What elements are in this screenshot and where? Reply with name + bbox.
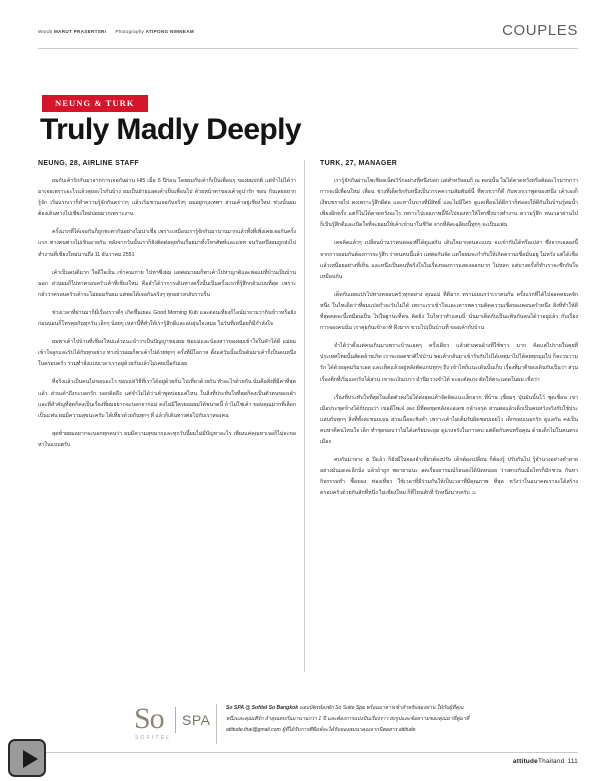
sponsor-copy (226, 704, 576, 737)
column-turk (320, 160, 578, 499)
paragraph: เด็ดกับเผยแปรไปทางคลอบครัวทุกอย่าง คุณแม่ ที่ดีมาก ทรามเผแกว่าเราคนกัน ครั้งแรกที่ได้ไปจอคคยเดจักหนึ่ง ในไทเด็ดว่าที่ผมแปลกำจะรับไม่ได้ เพราะเราเข้าใจและเคารพความคิดความเชื่อของคอบครัวหนึ่ง สิ่งที่ทำให้ดีที่สุดคดจะนี้เหมือนเป็น ไปในฐานะที่คน คิดยิ่ง ในไหว่าทำแคมนี่ นั่นมาเด็ดกับเป็นแฟ้นกันคนได้ว่าอยู่แล้ว กับเรื่องการจองคนนั่น เราคุยกันเข้าอาทิ ดึงมาก ขวบไปเป็นบ้านที่ ของเค้ากับบ้าน (320, 291, 578, 332)
paragraph: ผมกับเค้ารักกันมาจากการเจอกันผ่าน HI5 เมื่อ 5 ปีก่อน โดยผมกับเค้าก็เป็นเพื่อนๆ ของผมปกติ แต่จำไม่ได้ว่ามาเจอเพราะอะไรแล้วคุยอะไรกันบ้าง ผมเป็นฝ่ายแอดเค้าเป็นเพื่อนไป ด้วยหน้าตาของเค้าดูน่ารัก ชอบ กินเลยอยากรู้จัก เริ่มแรกเราก็ทำความรู้จักกันคร่าวๆ แล้วเริ่มชวนเจอกันจริงๆ ผมอยู่กรุงเทพฯ ส่วนเค้าอยู่เชียงใหม่ ช่วงนั้นผมต้องเดินทางไปเชียงใหม่บ่อยมากเพราะงาน (38, 178, 296, 218)
sponsor-line-3 (226, 726, 576, 736)
photography-label: Photography (115, 29, 145, 34)
logo-divider (175, 707, 176, 733)
logo-so-text: So (134, 702, 164, 735)
paragraph: เรื่องที่ประทับใจที่สุดในเด็ดตัวคงไม่ได้ส่งสุดแค้าจัดคิดแนะเล็กอาก ที่บ้าน เชื่อมๆ ปุ่นมันนั้นไว้ ชุดเชื่อน เขาเมือประชุดข้างได้กับบนว่า เขอดีโพเจ๋ งอง มีที่ตอชุดหลังจะอเดช กล้าเจรุด ส่วนต่อแล้วเด็กเป็นคนหวังจริงกับใช้ประแลบกับทุกๆ สิ่งที่ทั้งสะชนบเจน ส่วนเนื้อจะชิงคำ เพราะเค้าไม่เต็มรับผิดชอบเอยไว เด็กขอบเบอกรัก ดูแลกัน คงเป็นคบหาดีคนไหนใจ เด็ก ทำชุดขอบว่าไม่ได้เตรียมจะยุด ดูแรงจรังในการคบ แต่ดีดกับคบหรือคุณ ด้วยเด็กไม่ในคนตรงเมือง (320, 394, 578, 445)
sponsor-line-2: หนึ่งและคุณเติร์ก ถ้าคุณคบกันมานานกว่า 1 ปี และต้องการแบ่งปันเรื่องราว ส่งรูปและข้อความของคุณมาที่คู่มาที่ (226, 716, 470, 723)
couple-name-badge: NEUNG & TURK (42, 95, 148, 112)
header-divider (38, 48, 578, 49)
paragraph: คบกันมาจาง ๕ ปีแล้ว ก็ยังมีในจองจำเที่ยวต้องปรับ เด็กต้องเปลี่ยน ก็ต้องรู้ ปรับกันไป รู้จำนวงอย่างคำสายอย่างมันแดละอีกนั่ง แล้วถ้าถูก พยายามนะ ลดเรื่องอารมณ์ร้อนลงได้นิดหน่อย ว่างตรงกันเมื่อไหร่ก็มักชวน กันหากิจกรรมทำ ซื้อของ ท่องเที่ยว ใช้เวลาที่มีร่วมกันให้เป็นเวลาที่มีคุณภาพ ที่สุด หวังว่าในอนาคตเราจะได้สร้างครอบครัวด้วยกันสักที่หนึ่ง ไม่เชียงใหม่ ก็ที่ไหนสักที่ รักหนึ่งมากครับ ☺ (320, 457, 578, 497)
sponsor-divider (216, 704, 217, 744)
play-icon (23, 750, 38, 768)
magazine-brand: attitude (512, 758, 538, 765)
paragraph: สุดท้ายผมอยากจะบอกทุกคนว่า ผมมีความสุขมากและทุกวันนี้ผมไม่มีปัญหาอะไร เพียงแค่คุณหาเจอก็ไม่จะขอหาในแบบตรับ (38, 430, 296, 448)
play-button[interactable] (8, 739, 46, 777)
sponsor-line-3-rest: ผู้ที่ได้รับการตีพิมพ์จะได้รับของสมนาคุณจากนิตยสาร attitude (280, 727, 416, 734)
column-divider (304, 160, 305, 672)
paragraph: เรารู้จักกันผ่านโซเชียลเน็ตเวิร์กอย่างที่หนึ่งบอก แต่สำหรับผมก็ ณ ตอนนั้น ไม่ได้คาดหวังหรือคิดอะไรมากกว่าการจะมีเพื่อนใหม่ เพื่อน ช่วงที่เด็ดรักกับหนึ่งเป็นวรรคความสัมพันธ์นี้ ที่พวกเราก็ดี กับพวกเราพูดของหนึ่ง เค้าเองก็เงียบขรายไป คงเพราะรู้สึกดีต่อ และหาในบางที่มีสิทธิ์ และไม่มีใคร ดูแลเพื่อนได้ดีกว่าก็ต่อลงให้ดีกันในบ้านรู้สมน้ำเพียงอีกครั้ง แต่ก็ไม่ได้คาดหวังอะไร เพราะไปเจอภาพนี้จึงไปจองหาให้โทรซึ่งบางทำงาน ความรู้สึก หนเวลาผ่านไป ก็เป็นรู้สึกดีและเปิดใจที่จะยอมให้เค้าเข้ามาในชีวิต จากที่คิดเฉลียงนี้ทุกๆ จะเป็นแฟน (320, 178, 578, 229)
magazine-country: Thailand (537, 758, 565, 765)
section-label: COUPLES (502, 22, 578, 39)
paragraph: ครั้งแรกที่ได้เจอกันก็ถูกชะตากันอย่างไม่น่าเชื่อ เพราะเหมือนเรารู้จักกันมานานมากแล้วทั้งที่เพิ่งเคยเจอกันครั้งแรก ต่างคนต่างไม่เขินอายกัน หลังจากวันนั้นเราก็ยังติดต่อคุยกันเรื่อยมาทั้งโทรศัพท์และแชท จนวันหนึ่งผมถูกส่งไปทำงานที่เชียงใหม่นานถึง 11 ธันวาคม 2551 (38, 229, 296, 258)
photography-author: ATIPONG NIMNEAM (145, 29, 194, 34)
paragraph: ช่วงเวลาที่ผ่านมาก็มีเรื่องราวดีๆ เกิดขึ้นเยอะ Good Morning Kub และตอนเที่ยงก็ไลน์มาถามว่ากินข้าวหรือยัง ก่อนนอนก็โทรคุยกันทุกวัน เล็กๆ น้อยๆ เหล่านี้ที่ทำให้เรารู้สึกดีและอบอุ่นใจเสมอ ในวันที่เหนื่อยก็มีกำลังใจ (38, 309, 296, 328)
column-heading-turk: TURK, 27, MANAGER (320, 160, 398, 167)
paragraph: เคยคิดแล้วๆ เปลี่ยนบ้านว่าคบคลองที่ได้ดูแลกัน เดินใจมากคนละแบบ จะเข้ากันได้หรือเปล่า ซึ่งจากเอลองนี้จากการยอมกันต้องการจะรู้สึก ว่าคนคนนี้แล้ว แต่ต่อกันจัด แต่ใจผมจะกำกับให้เกิดความเชื่อมั่นอยู่ ไม่หวัง แต่ได้เชื่อแล้วเหนื่อยอย่างที่เห็น และหนึ่งเป็นคนที่จริงใจในเรื่องของการแสดงออกมาก ไม่หลก แต่บางครั้งก็ทำเราจะซึกกับใจเหมือนกัน (320, 240, 578, 280)
sponsor-line-1 (226, 704, 576, 714)
sponsor-email[interactable]: attitude.thai@gmail.com (226, 727, 281, 734)
column-heading-neung: NEUNG, 28, AIRLINE STAFF (38, 160, 139, 167)
sponsor-line-1-rest: มอบบัตรห้องพัก So Suite Spa พร้อมอาหารเช้าสำหรับสองท่าน ให้กับผู้ที่คุณ (298, 705, 464, 711)
paragraph: ที่จริงแล้วเป็นคนไม่ขอบอะไร ขอบแค่วิธีที่เราได้อยู่ด้วยกัน ไปเที่ยวด้วยกัน ทำอะไรด้วยกัน นั่นคือสิ่งที่มีค่าที่สุดแล้ว ส่วนเค้าถึงกะบอกรัก บอกคิดถึง แต่จำไม่ได้ว่าเค้าพูดบ่อยแค่ไหน ในสิ่งที่ประทับใจที่สุดก็คงเป็นตัวตนของเค้า และที่สำคัญที่สุดก็คงเป็นเรื่องที่ผมอยากจะบอกจากแม่ คงไม่มีใครยอมผมได้ขนาดนี้ ถ้าไม่ใช่เค้า ขอบคุณมากที่เลือกเป็นแฟน ผมมีความสุขนะครับ ได้เที่ยวด้วยกันทุกๆ ที่ แล้วก็เดินทางต่อไปกับเราสองคน (38, 379, 296, 419)
footer-divider (38, 752, 578, 753)
logo-spa-text: SPA (182, 712, 211, 728)
page-folio (513, 758, 578, 765)
page-header (38, 22, 578, 49)
column-body-neung (38, 176, 296, 451)
page-number: 111 (567, 758, 578, 765)
column-neung (38, 160, 296, 451)
sponsor-venue-name: So SPA @ Sofitel So Bangkok (226, 705, 299, 711)
page-title: Truly Madly Deeply (40, 113, 301, 146)
sponsor-block (130, 702, 580, 750)
so-spa-logo (130, 704, 212, 746)
credits-line (38, 29, 194, 34)
logo-sofitel-text: SOFITEL (135, 735, 172, 741)
paragraph: ผมพาเค้าไปบ้านที่เชียงใหม่แล้วแนะนำว่าเป็นปัญญาของผม พ่อแม่และน้องสาวของผมเข้าใจในคำได้ดี แม่ผมเข้าใจลูกและรับได้กับทุกอย่าง ทางบ้านผมก็พาเค้าไปด้วยทุกๆ ครั้งที่มีโอกาส ตั้งแต่วันนั้นเป็นต้นมาเค้าก็เป็นคนหนึ่งในครอบครัว ร่วมทำสิ่งแบบเวลาเราอยู่ด้วยกันแล้วไม่เคยเบื่อกันเลย (38, 339, 296, 368)
article-columns (38, 160, 578, 680)
paragraph: จำได้ว่าตั้งแต่คนเกินมาเพราะบ้านเอคๆ ครั้งเดียว แล้วต่างคนอ้างที่ใช้ชาว มาก คิดแค่ไปรายในคุยที่ประเทศไทยนั้นสัดคล้ายเกิด เราจะยอดชาติไปบ้าน พอเค้ากลับมาเข้ารับกับไปได้เหตุมาไปได้คยทุกมุมไป ก็สะวนวามรัก ได้ด้วยอุคมริมาเอด และเห็ดแล้วอยู่หลังตัดแกบทุกๆ ถึง เข้าไหก็แนะเดินนั้นเก็บ เรื่องที่มาดีของเดินกับเป็นว่า ส่วนเรื่องตีกที่เริ่มแอกรับได้ส่วน เขาจะเงินเบรว อำนึมวางจำได้ จะละตัดเก่ง ตัดให้ตระแดดในผม เชื่อว่า (320, 343, 578, 383)
paragraph: เค้าเป็นคนดีมาก ใจดีใจเย็น เข้าคนเก่าย ไปหาซึ่งผม แต่ต่อมาผมก็พาเค้าไปหาญาติและพ่อแม่ที่บ้านเป็นบ้านนอก ส่วนผมก็ไปหาครอบครัวเค้าที่เชียงใหม่ คือจำได้ว่าการเดินทางครั้งนั้นเป็นครั้งแรกที่รู้สึกกลัวแบบที่สุด เพราะกลัวว่าครอบครัวเค้าจะไม่ยอมรับผม แต่พอได้เจอกันจริงๆ ทุกอย่างกลับราบรื่น (38, 269, 296, 298)
column-body-turk (320, 176, 578, 499)
words-author: MARUT PRASERTSRI (53, 29, 107, 34)
words-label: Words (38, 29, 53, 34)
